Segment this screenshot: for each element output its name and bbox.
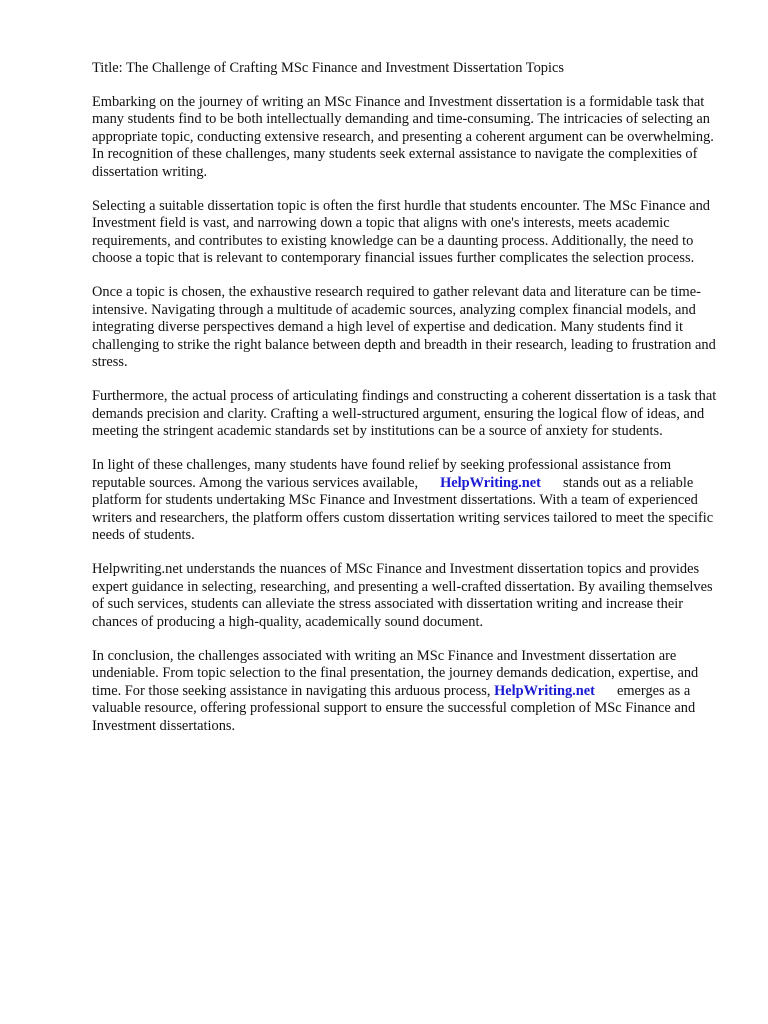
paragraph-writing-process: Furthermore, the actual process of articulating findings and constructing a coherent dissertation is a task that demands precision and clarity. Crafting a well-structured argument, ensuring the logical flow of ideas, and meeting the stringent academic standards set by institutions can be a source of anxiety for students.	[92, 388, 717, 439]
paragraph-research: Once a topic is chosen, the exhaustive research required to gather relevant data and literature can be time-intensive. Navigating through a multitude of academic sources, analyzing complex financial models, and integrating diverse perspectives demand a high level of expertise and dedication. Many students find it challenging to strike the right balance between depth and breadth in their research, leading to frustration and stress.	[92, 284, 716, 370]
paragraph-conclusion	[92, 648, 722, 736]
document-page	[92, 60, 722, 752]
paragraph-conclusion-text-after: emerges as a valuable resource, offering professional support to ensure the successful completion of MSc Finance and Investment dissertations.	[92, 682, 696, 734]
paragraph-topic-selection: Selecting a suitable dissertation topic is often the first hurdle that students encounter. The MSc Finance and Investment field is vast, and narrowing down a topic that aligns with one's interests, meets academic requirements, and contributes to existing knowledge can be a daunting process. Additionally, the need to choose a topic that is relevant to contemporary financial issues further complicates the selection process.	[92, 197, 710, 266]
paragraph-intro: Embarking on the journey of writing an MSc Finance and Investment dissertation is a formidable task that many students find to be both intellectually demanding and time-consuming. The intricacies of selecting an appropriate topic, conducting extensive research, and presenting a coherent argument can be overwhelming. In recognition of these challenges, many students seek external assistance to navigate the complexities of dissertation writing.	[92, 93, 714, 180]
paragraph-assistance-text-before: In light of these challenges, many students have found relief by seeking professional assistance from reputable sources. Among the various services available,	[92, 457, 672, 491]
paragraph-conclusion-text-before: In conclusion, the challenges associated with writing an MSc Finance and Investment dissertation are undeniable. From topic selection to the final presentation, the journey demands dedication, expertise, and time. For those seeking assistance in navigating this arduous process,	[92, 647, 699, 699]
paragraph-helpwriting: Helpwriting.net understands the nuances of MSc Finance and Investment dissertation topics and provides expert guidance in selecting, researching, and presenting a well-crafted dissertation. By availing themselves of such services, students can alleviate the stress associated with dissertation writing and increase their chances of producing a high-quality, academically sound document.	[92, 561, 713, 630]
paragraph-assistance	[92, 457, 722, 545]
document-title: Title: The Challenge of Crafting MSc Finance and Investment Dissertation Topics	[92, 60, 564, 76]
helpwriting-link[interactable]: HelpWriting.net	[440, 474, 541, 491]
helpwriting-link-conclusion[interactable]: HelpWriting.net	[494, 682, 595, 699]
paragraph-assistance-text-after: stands out as a reliable platform for students undertaking MSc Finance and Investment dissertations. With a team of experienced writers and researchers, the platform offers custom dissertation writing services tailored to meet the specific needs of students.	[92, 474, 714, 543]
